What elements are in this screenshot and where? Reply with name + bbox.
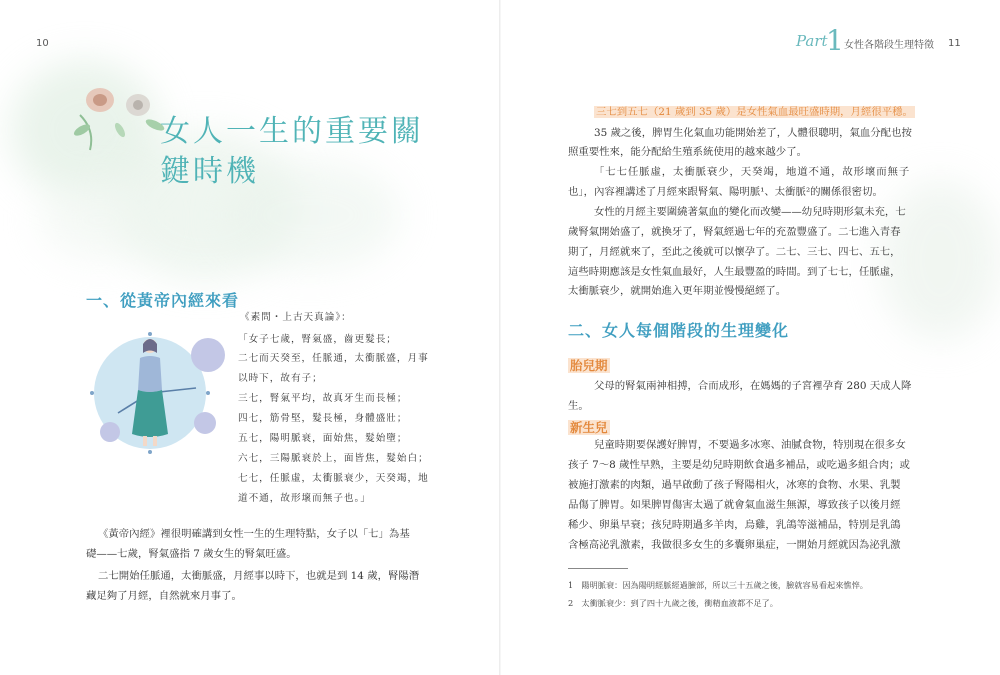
body-line: 含極高泌乳激素，我做很多女生的多囊卵巢症，一開始月經就因為泌乳激 (568, 539, 901, 551)
quote-line: 五七，陽明脈衰，面始焦，髮始墮； (238, 433, 408, 444)
body-line: 「七七任脈虛，太衝脈衰少，天癸竭，地道不通，故形壞而無子 (594, 166, 911, 178)
book-spine (499, 0, 501, 675)
body-line: 生。 (568, 400, 589, 412)
quote-line: 「女子七歲，腎氣盛，齒更髮長； (238, 334, 397, 345)
title-line-2: 鍵時機 (160, 154, 259, 189)
body-line: 35 歲之後，脾胃生化氣血功能開始差了，人體很聰明，氣血分配也按 (594, 127, 912, 139)
chapter-title (160, 112, 460, 192)
quote-line: 以時下，故有子； (238, 373, 323, 384)
quote-line: 三七，腎氣平均，故真牙生而長極； (238, 393, 408, 404)
highlight-line (594, 106, 915, 119)
section-heading-2: 二、女人每個階段的生理變化 (568, 321, 790, 340)
footnote: 2 太衝脈衰少：到了四十九歲之後，衝精血液都不足了。 (568, 598, 778, 608)
quote-line: 六七，三陽脈衰於上，面皆焦，髮始白； (238, 453, 429, 464)
body-line: 父母的腎氣兩神相搏，合而成形，在媽媽的子宮裡孕育 280 天成人降 (594, 380, 912, 392)
body-line: 二七開始任脈通，太衝脈盛，月經事以時下，也就是到 14 歲，腎陽潛 (98, 570, 420, 582)
body-line: 照重要性來，能分配給生殖系統使用的越來越少了。 (568, 146, 807, 158)
left-page-number: 10 (36, 38, 49, 49)
body-line: 女性的月經主要圍繞著氣血的變化而改變——幼兒時期形氣未充，七 (594, 206, 906, 218)
body-line: 這些時期應該是女性氣血最好，人生最豐盈的時間。到了七七，任脈虛， (568, 266, 901, 278)
body-line: 被施打激素的肉類，過早啟動了孩子腎陽相火，冰寒的食物、水果、乳製 (568, 479, 901, 491)
body-line: 礎——七歲，腎氣盛指 7 歲女生的腎氣旺盛。 (86, 548, 297, 560)
highlight-text: 三七到五七（21 歲到 35 歲）是女性氣血最旺盛時期，月經很平穩。 (596, 106, 913, 118)
body-line: 稀少、卵巢早衰；孩兒時期過多羊肉，烏雞，乳鴿等滋補品，特別是乳鴿 (568, 519, 901, 531)
body-line: 《黃帝內經》裡很明確講到女性一生的生理特點，女子以「七」為基 (98, 528, 410, 540)
footnote-divider (568, 568, 628, 569)
quote-line: 道不通，故形壞而無子也。」 (238, 493, 371, 504)
body-line: 藏足夠了月經，自然就來月事了。 (86, 590, 242, 602)
part-label: 女性各階段生理特徵 (844, 40, 934, 51)
right-page-number: 11 (948, 38, 961, 49)
quote-line: 七七，任脈虛，太衝脈衰少，天癸竭，地 (238, 473, 429, 484)
part-number: 1 (826, 24, 844, 57)
body-line: 歲腎氣開始盛了，就換牙了，腎氣經過七年的充盈豐盛了。二七進入青春 (568, 226, 901, 238)
clock-woman-illustration (88, 328, 238, 458)
sub-heading-newborn-text: 新生兒 (570, 420, 608, 435)
quote-line: 二七而天癸至，任脈通，太衝脈盛，月事 (238, 353, 429, 364)
body-line: 孩子 7～8 歲性早熟，主要是幼兒時期飲食過多補品，或吃過多組合肉；或 (568, 459, 910, 471)
title-line-1: 女人一生的重要關 (160, 114, 424, 149)
body-line: 品傷了脾胃。如果脾胃傷害太過了就會氣血滋生無源，導致孩子以後月經 (568, 499, 901, 511)
section-heading-1: 一、從黃帝內經來看 (86, 291, 240, 310)
quote-line: 《素問・上古天真論》： (240, 312, 352, 323)
footnote: 1 陽明脈衰：因為陽明經脈經過臉部，所以三十五歲之後，臉就容易看起來憔悴。 (568, 580, 868, 590)
body-line: 兒童時期要保護好脾胃，不要過多冰寒、油膩食物，特別現在很多女 (594, 439, 906, 451)
body-line: 也」，內容裡講述了月經來跟腎氣、陽明脈¹、太衝脈²的關係很密切。 (568, 186, 883, 198)
sub-heading-newborn (568, 418, 610, 436)
sub-heading-fetal (568, 356, 610, 374)
part-word: Part (796, 32, 828, 50)
body-line: 太衝脈衰少，就開始進入更年期並慢慢絕經了。 (568, 285, 787, 297)
quote-line: 四七，筋骨堅，髮長極，身體盛壯； (238, 413, 408, 424)
sub-heading-fetal-text: 胎兒期 (570, 358, 608, 373)
body-line: 期了，月經就來了，至此之後就可以懷孕了。二七、三七、四七、五七， (568, 246, 901, 258)
